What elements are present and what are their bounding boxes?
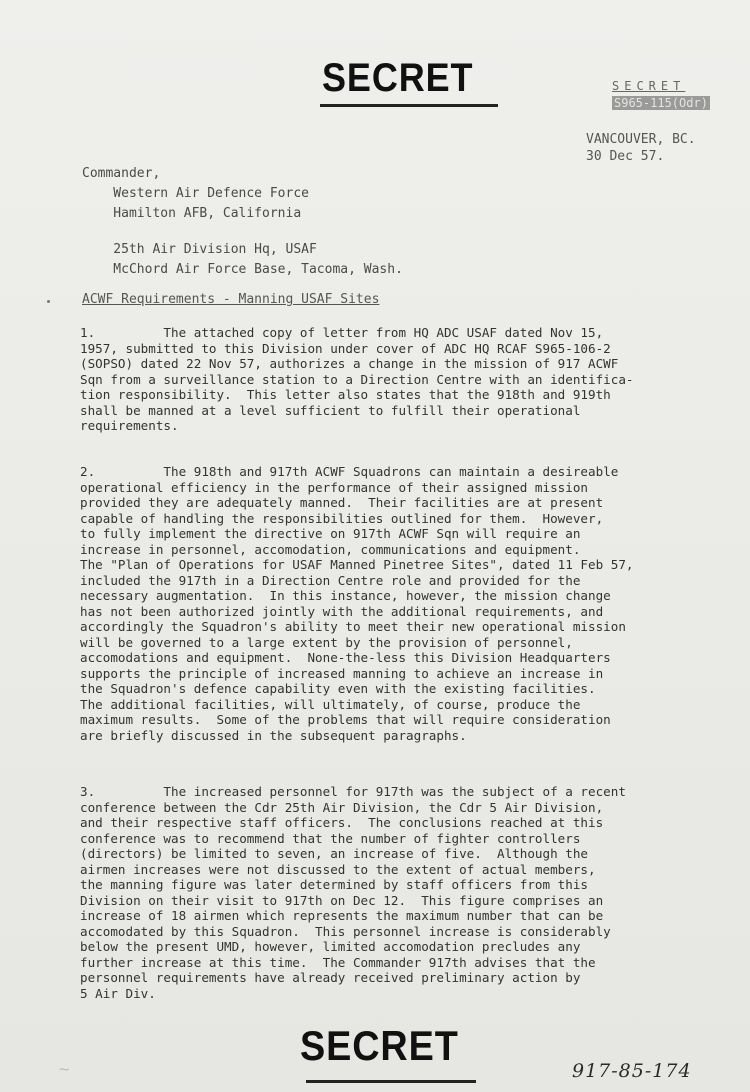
text-line: provided they are adequately manned. Their facilities are at present (80, 495, 604, 510)
text-line: further increase at this time. The Commander 917th advises that the (80, 954, 596, 970)
text-line: has not been authorized jointly with the additional requirements, and (80, 603, 604, 619)
margin-mark (47, 300, 50, 303)
text-line: airmen increases were not discussed to the extent of actual members, (80, 861, 596, 877)
text-line: accomodated by this Squadron. This personnel increase is considerably (80, 923, 611, 939)
text-line: (SOPSO) dated 22 Nov 57, authorizes a change in the mission of 917 ACWF (80, 356, 619, 371)
text-line: 2. The 918th and 917th ACWF Squadrons can maintain a desireable (80, 464, 619, 479)
secret-stamp-bottom: SECRET (300, 1022, 459, 1069)
text-line: the Squadron's defence capability even with the existing facilities. (80, 681, 596, 696)
paragraph-1 (80, 325, 720, 434)
text-line: necessary augmentation. In this instance, however, the mission change (80, 588, 611, 603)
text-line: included the 917th in a Direction Centre role and provided for the (80, 572, 581, 588)
text-line: 5 Air Div. (80, 985, 156, 1001)
text-line: conference between the Cdr 25th Air Division, the Cdr 5 Air Division, (80, 799, 604, 815)
reference-classification: SECRET (612, 79, 686, 93)
paragraph-3 (80, 784, 720, 1001)
location-date-block (586, 131, 696, 165)
text-line: capable of handling the responsibilities outlined for them. However, (80, 510, 604, 526)
addressee-line: Western Air Defence Force (82, 186, 309, 201)
addressee-block (82, 164, 309, 224)
addressee-line: Commander, (82, 166, 161, 181)
cc-block (82, 240, 403, 280)
text-line: below the present UMD, however, limited accomodation precludes any (80, 939, 581, 954)
text-line: conference was to recommend that the number of fighter controllers (80, 830, 581, 846)
letter-date: 30 Dec 57. (586, 149, 665, 164)
text-line: are briefly discussed in the subsequent paragraphs. (80, 727, 467, 743)
text-line: The additional facilities, will ultimately, of course, produce the (80, 696, 581, 712)
cc-line: 25th Air Division Hq, USAF (82, 242, 317, 257)
text-line: and their respective staff officers. The conclusions reached at this (80, 815, 604, 830)
reference-block (612, 78, 710, 112)
location: VANCOUVER, BC. (586, 132, 696, 147)
text-line: 1. The attached copy of letter from HQ ADC USAF dated Nov 15, (80, 325, 604, 340)
text-line: 1957, submitted to this Division under cover of ADC HQ RCAF S965-106-2 (80, 340, 611, 356)
text-line: accordingly the Squadron's ability to meet their new operational mission (80, 619, 626, 634)
handwritten-reference: 917-85-174 (572, 1060, 692, 1082)
text-line: maximum results. Some of the problems that will require consideration (80, 712, 611, 727)
text-line: requirements. (80, 418, 179, 433)
text-line: tion responsibility. This letter also states that the 918th and 919th (80, 387, 611, 402)
reference-file-number: S965-115(Odr) (614, 96, 708, 110)
text-line: the manning figure was later determined by staff officers from this (80, 877, 588, 892)
faint-margin-scribble: ~ (58, 1060, 71, 1078)
text-line: increase of 18 airmen which represents the maximum number that can be (80, 908, 604, 923)
cc-line: McChord Air Force Base, Tacoma, Wash. (82, 262, 403, 277)
text-line: supports the principle of increased manning to achieve an increase in (80, 665, 604, 681)
text-line: 3. The increased personnel for 917th was the subject of a recent (80, 784, 626, 799)
paragraph-2 (80, 464, 720, 743)
text-line: personnel requirements have already received preliminary action by (80, 970, 581, 985)
text-line: increase in personnel, accomodation, communications and equipment. (80, 541, 581, 557)
text-line: to fully implement the directive on 917th ACWF Sqn will require an (80, 526, 581, 541)
text-line: Sqn from a surveillance station to a Direction Centre with an identifica- (80, 371, 634, 387)
text-line: accomodations and equipment. None-the-less this Division Headquarters (80, 650, 611, 665)
subject-line: ACWF Requirements - Manning USAF Sites (82, 292, 380, 307)
text-line: The "Plan of Operations for USAF Manned Pinetree Sites", dated 11 Feb 57, (80, 557, 634, 572)
secret-stamp-top-underline (320, 104, 498, 107)
text-line: (directors) be limited to seven, an increase of five. Although the (80, 846, 588, 861)
text-line: will be governed to a large extent by the provision of personnel, (80, 634, 573, 650)
secret-stamp-bottom-underline (306, 1080, 476, 1083)
text-line: shall be manned at a level sufficient to fulfill their operational (80, 402, 581, 418)
secret-stamp-top: SECRET (322, 56, 474, 100)
addressee-line: Hamilton AFB, California (82, 206, 302, 221)
text-line: operational efficiency in the performance of their assigned mission (80, 479, 588, 495)
text-line: Division on their visit to 917th on Dec 12. This figure comprises an (80, 892, 604, 908)
